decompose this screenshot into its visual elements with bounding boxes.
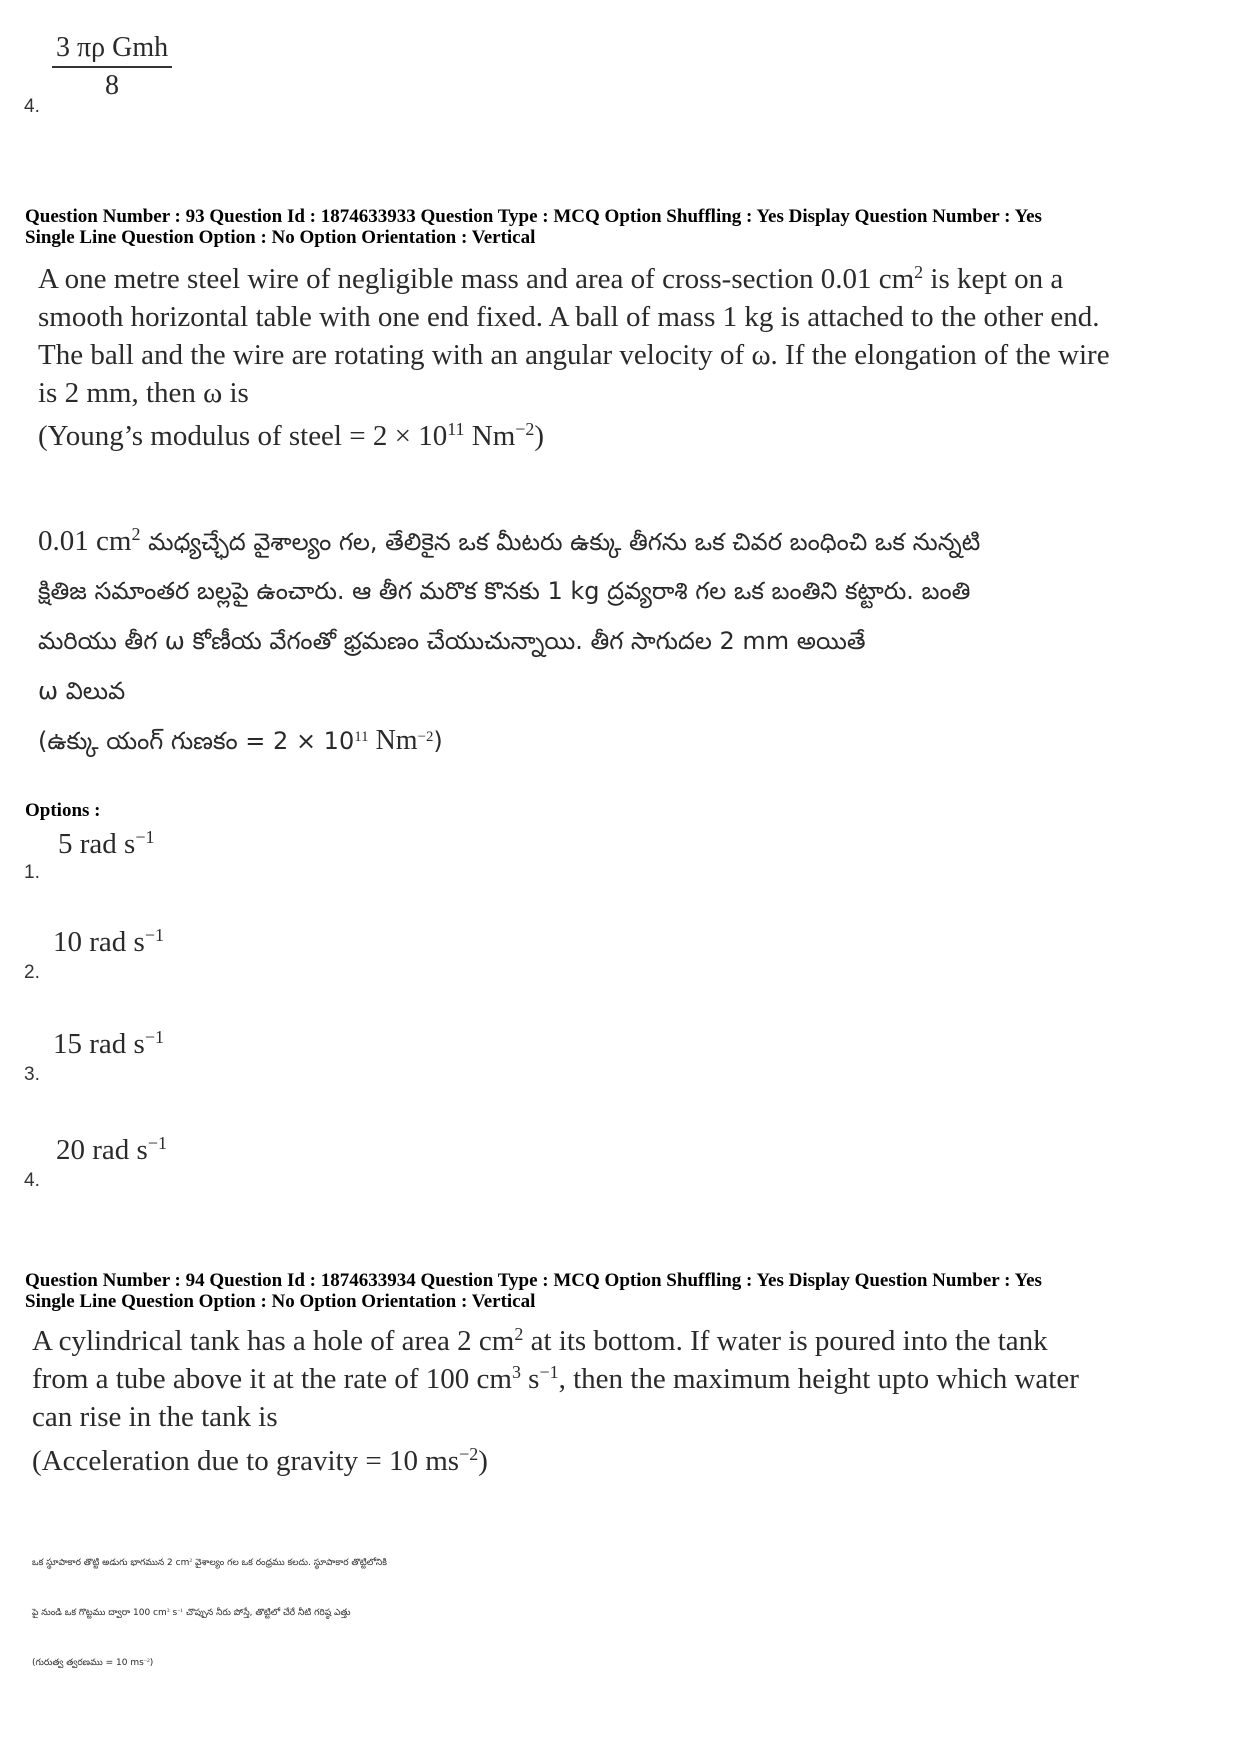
prev-option-number: 4. <box>24 96 40 117</box>
option-3-text[interactable]: 15 rad $s^{-1}$ <box>53 1027 164 1060</box>
fraction-denominator: 8 <box>105 70 120 101</box>
prev-option-fraction <box>52 32 172 102</box>
q93-te-line: మరియు తీగ ω కోణీయ వేగంతో భ్రమణం చేయుచున్నాయి. తీగ సాగుదల 2 mm అయితే <box>38 627 866 655</box>
q93-english-text <box>38 260 1218 455</box>
q94-telugu-text <box>32 1538 1222 1688</box>
option-1-text[interactable]: 5 rad $s^{-1}$ <box>58 827 155 860</box>
q94-en-line: A cylindrical tank has a hole of area 2 $cm^2$ at its bottom. If water is poured into the tank <box>32 1324 1048 1357</box>
q94-te-line: పై నుండి ఒక గొట్టము ద్వారా 100 $cm^3$ $s^{-1}$ చొప్పున నీరు పోస్తే, తొట్టిలో చేరే నీటి గరిష్ఠ ఎత్తు <box>32 1607 351 1618</box>
q93-en-line: (Young’s modulus of steel = $2 \times 10^{11}$ $Nm^{-2}$) <box>38 419 545 452</box>
q93-meta-line-2: Single Line Question Option : No Option Orientation : Vertical <box>25 227 536 248</box>
q93-te-line: క్షితిజ సమాంతర బల్లపై ఉంచారు. ఆ తీగ మరొక కొనకు 1 kg ద్రవ్యరాశి గల ఒక బంతిని కట్టారు. బంతి <box>38 577 971 605</box>
q94-english-text <box>32 1322 1222 1480</box>
q93-te-line: ω విలువ <box>38 677 126 705</box>
q94-en-line: from a tube above it at the rate of 100 $cm^3$ $s^{-1}$, then the maximum height upto which water <box>32 1362 1079 1395</box>
q93-te-line: 0.01 $cm^2$ మధ్యచ్ఛేద వైశాల్యం గల, తేలికైన ఒక మీటరు ఉక్కు తీగను ఒక చివర బంధించి ఒక నున్నటి <box>38 524 981 557</box>
q93-en-line: is 2 mm, then ω is <box>38 377 249 409</box>
q93-en-line: A one metre steel wire of negligible mass and area of cross-section 0.01 $cm^2$ is kept on a <box>38 262 1064 295</box>
fraction-numerator: 3 πρ Gmh <box>52 32 172 68</box>
q94-te-line: (గురుత్వ త్వరణము = 10 $ms^{-2}$) <box>32 1657 154 1668</box>
q93-telugu-text <box>38 516 1218 766</box>
option-1-number: 1. <box>24 862 40 883</box>
q94-te-line: ఒక స్థూపాకార తొట్టి అడుగు భాగమున 2 $cm^2$ వైశాల్యం గల ఒక రంధ్రము కలదు. స్థూపాకార తొట్టిలోనికి <box>32 1557 387 1568</box>
q93-options-label: Options : <box>25 800 101 821</box>
q93-en-line: The ball and the wire are rotating with an angular velocity of ω. If the elongation of the wire <box>38 339 1110 371</box>
option-2-text[interactable]: 10 rad $s^{-1}$ <box>53 925 164 958</box>
q93-te-line: (ఉక్కు యంగ్ గుణకం = $2 \times 10^{11}$ $Nm^{-2}$) <box>38 725 443 756</box>
q94-meta-line-2: Single Line Question Option : No Option Orientation : Vertical <box>25 1291 536 1312</box>
option-4-number: 4. <box>24 1170 40 1191</box>
option-4-text[interactable]: 20 rad $s^{-1}$ <box>56 1133 167 1166</box>
option-3-number: 3. <box>24 1064 40 1085</box>
option-2-number: 2. <box>24 962 40 983</box>
q93-en-line: smooth horizontal table with one end fixed. A ball of mass 1 kg is attached to the other end. <box>38 301 1100 333</box>
q93-meta-line-1: Question Number : 93 Question Id : 1874633933 Question Type : MCQ Option Shuffling : Yes Display Question Number : Yes <box>25 206 1042 227</box>
q94-meta-line-1: Question Number : 94 Question Id : 1874633934 Question Type : MCQ Option Shuffling : Yes Display Question Number : Yes <box>25 1270 1042 1291</box>
fraction <box>52 32 172 102</box>
q94-en-line: can rise in the tank is <box>32 1401 278 1433</box>
q94-en-line: (Acceleration due to gravity = 10 $ms^{-2}$) <box>32 1444 488 1477</box>
